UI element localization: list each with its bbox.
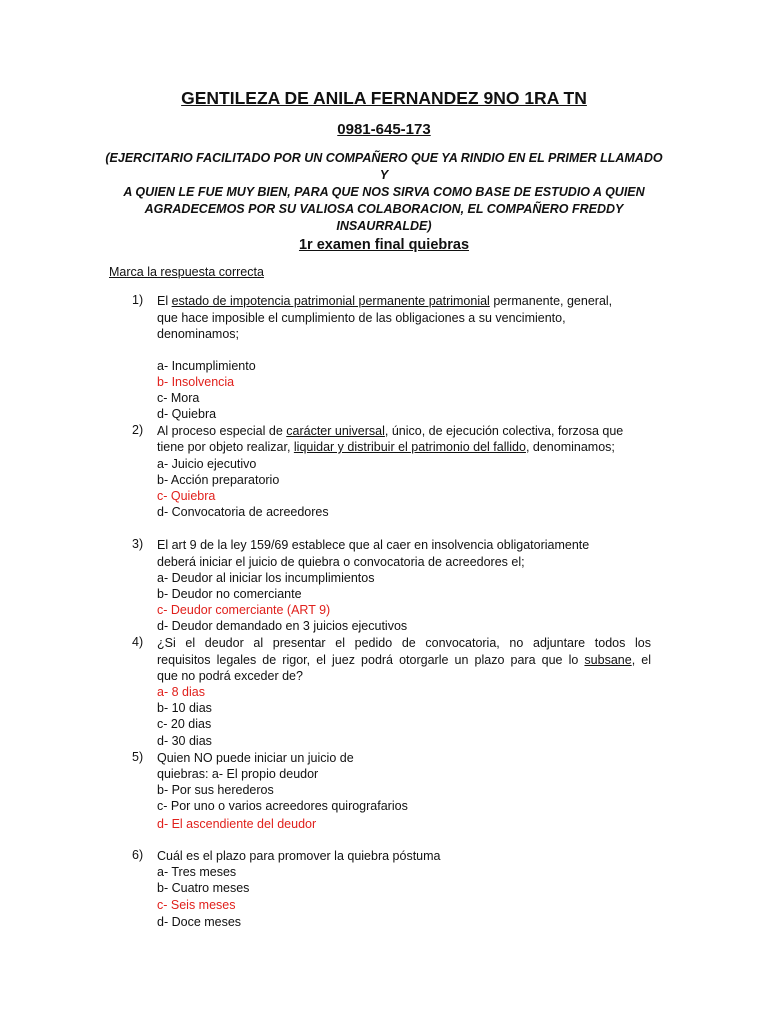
question-number: 2) [132, 423, 144, 437]
underlined-text: estado de impotencia patrimonial permanente patrimonial [171, 294, 490, 308]
option: d- Convocatoria de acreedores [157, 505, 329, 519]
phone-number: 0981-645-173 [337, 121, 431, 138]
question-text: Cuál es el plazo para promover la quiebra póstuma [157, 849, 441, 863]
question-text [157, 293, 612, 309]
question-text: denominamos; [157, 327, 239, 341]
option-correct: c- Seis meses [157, 898, 236, 912]
option: b- Deudor no comerciante [157, 587, 302, 601]
text: Al proceso especial de [157, 424, 287, 438]
text: , único, de ejecución colectiva, forzosa que [384, 424, 624, 438]
question-number: 4) [132, 635, 144, 649]
option-correct: b- Insolvencia [157, 375, 235, 389]
text: tiene por objeto realizar, [157, 440, 294, 454]
option: a- Juicio ejecutivo [157, 457, 257, 471]
underlined-text: carácter universal [286, 424, 385, 438]
option-correct: d- El ascendiente del deudor [157, 817, 317, 831]
option: b- 10 dias [157, 701, 212, 715]
option: b- Por sus herederos [157, 783, 274, 797]
option: b- Cuatro meses [157, 881, 250, 895]
option: c- Por uno o varios acreedores quirografarios [157, 799, 408, 813]
question-text: El art 9 de la ley 159/69 establece que al caer en insolvencia obligatoriamente [157, 538, 590, 552]
question-text [157, 439, 615, 455]
underlined-text: liquidar y distribuir el patrimonio del fallido [293, 440, 526, 454]
text: , denominamos; [525, 440, 615, 454]
option-correct: a- 8 dias [157, 685, 205, 699]
question-text [157, 652, 651, 668]
intro-note-line: A QUIEN LE FUE MUY BIEN, PARA QUE NOS SIRVA COMO BASE DE ESTUDIO A QUIEN [123, 185, 645, 199]
option: d- Deudor demandado en 3 juicios ejecutivos [157, 619, 408, 633]
option: a- Tres meses [157, 865, 237, 879]
instruction: Marca la respuesta correcta [109, 265, 264, 279]
text: permanente, general, [489, 294, 613, 308]
question-number: 1) [132, 293, 144, 307]
question-number: 3) [132, 537, 144, 551]
page-title: GENTILEZA DE ANILA FERNANDEZ 9NO 1RA TN [181, 88, 587, 108]
question-text: que hace imposible el cumplimiento de las obligaciones a su vencimiento, [157, 311, 566, 325]
question-number: 6) [132, 848, 144, 862]
option: a- Incumplimiento [157, 359, 256, 373]
text: , el [631, 653, 651, 667]
question-number: 5) [132, 750, 144, 764]
intro-note-line: (EJERCITARIO FACILITADO POR UN COMPAÑERO QUE YA RINDIO EN EL PRIMER LLAMADO Y [105, 151, 663, 182]
question-text: ¿Si el deudor al presentar el pedido de convocatoria, no adjuntare todos los [157, 636, 651, 650]
text: El [157, 294, 172, 308]
option-correct: c- Deudor comerciante (ART 9) [157, 603, 331, 617]
question-text: deberá iniciar el juicio de quiebra o convocatoria de acreedores el; [157, 555, 525, 569]
intro-note [100, 150, 668, 235]
intro-note-line: AGRADECEMOS POR SU VALIOSA COLABORACION, EL COMPAÑERO FREDDY INSAURRALDE) [144, 202, 624, 233]
question-text [157, 423, 623, 439]
option: a- Deudor al iniciar los incumplimientos [157, 571, 375, 585]
option: d- Quiebra [157, 407, 217, 421]
exam-title: 1r examen final quiebras [298, 237, 470, 253]
option: c- Mora [157, 391, 200, 405]
text: requisitos legales de rigor, el juez podrá otorgarle un plazo para que lo [157, 653, 585, 667]
option: b- Acción preparatorio [157, 473, 280, 487]
question-text: Quien NO puede iniciar un juicio de [157, 751, 354, 765]
option-correct: c- Quiebra [157, 489, 216, 503]
question-text: que no podrá exceder de? [157, 669, 303, 683]
question-text: quiebras: a- El propio deudor [157, 767, 319, 781]
option: c- 20 dias [157, 717, 212, 731]
option: d- Doce meses [157, 915, 242, 929]
option: d- 30 dias [157, 734, 212, 748]
underlined-text: subsane [584, 653, 632, 667]
